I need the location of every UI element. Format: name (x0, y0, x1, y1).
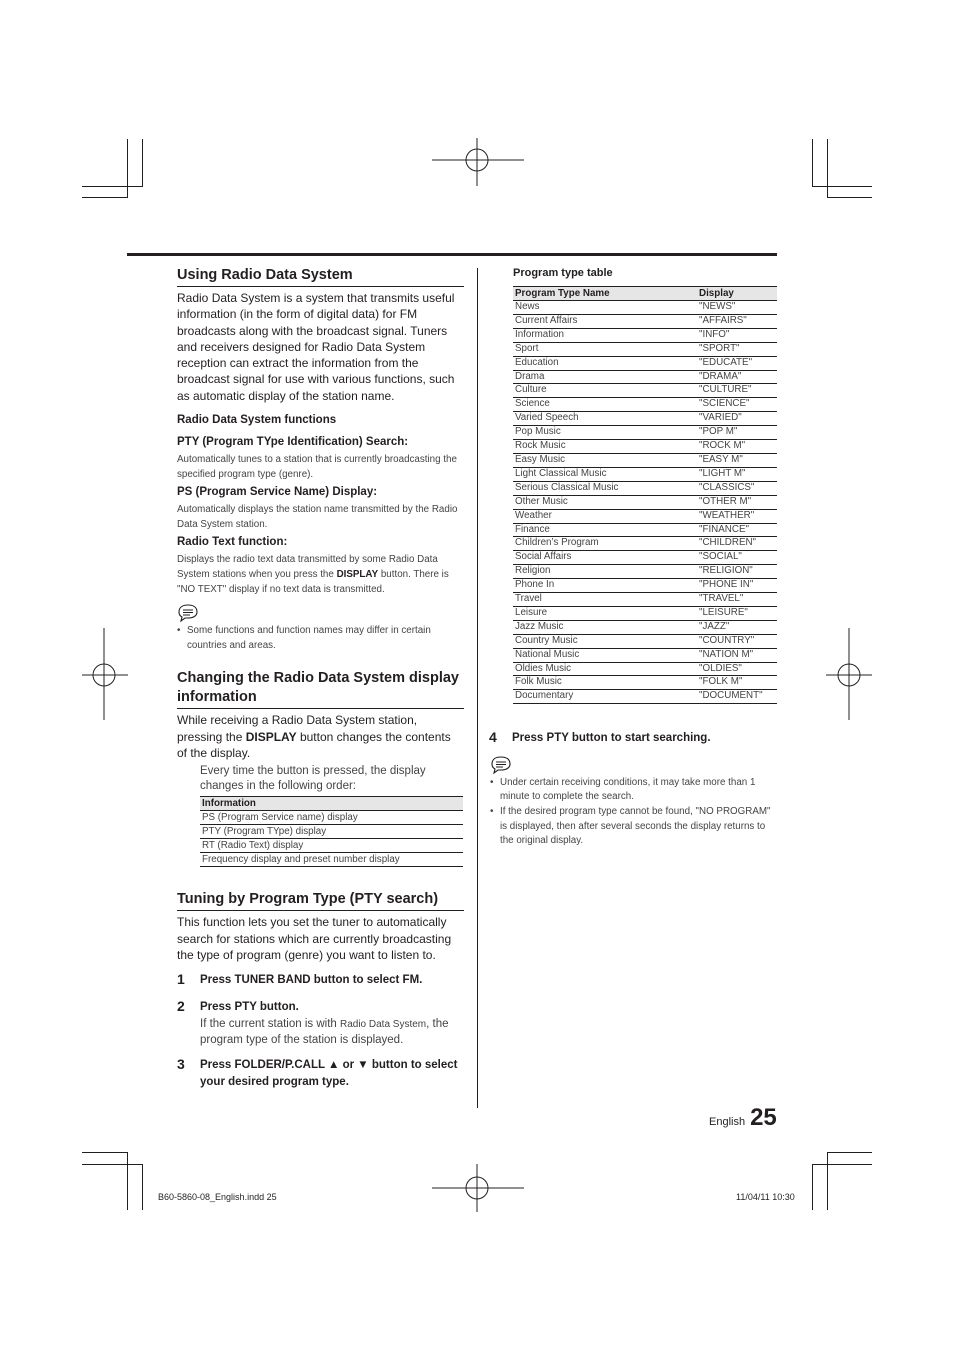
step-text-line: Press FOLDER/P.CALL ▲ or ▼ button to select (200, 1059, 458, 1072)
program-type-display: "ROCK M" (697, 440, 777, 454)
step-number: 1 (177, 971, 185, 988)
language-label: English (709, 1116, 746, 1128)
program-type-display: "WEATHER" (697, 509, 777, 523)
program-type-name: Religion (513, 565, 697, 579)
table-row (200, 853, 463, 867)
program-type-display: "JAZZ" (697, 620, 777, 634)
program-type-table (513, 286, 777, 704)
program-type-name: Documentary (513, 690, 697, 704)
registration-mark-top (432, 138, 524, 186)
notes-list (490, 776, 777, 849)
table-row (513, 453, 777, 467)
program-type-display: "CULTURE" (697, 384, 777, 398)
program-type-display: "FOLK M" (697, 676, 777, 690)
registration-mark-right (826, 628, 872, 720)
section-intro: This function lets you set the tuner to automatically search for stations which are currently broadcasting the type of program (genre) you want to listen to. (177, 915, 452, 962)
table-row (513, 467, 777, 481)
table-row (513, 620, 777, 634)
program-type-name: Sport (513, 342, 697, 356)
program-type-name: Travel (513, 593, 697, 607)
table-header: Information (200, 797, 463, 811)
registration-mark-left (82, 628, 128, 720)
page-number: 25 (750, 1104, 777, 1131)
program-type-name: Current Affairs (513, 314, 697, 328)
step-1 (177, 971, 464, 989)
text-bold: DISPLAY (245, 729, 297, 744)
program-type-table-title: Program type table (513, 267, 613, 279)
program-type-name: Culture (513, 384, 697, 398)
table-cell: Frequency display and preset number display (200, 853, 463, 867)
table-row (513, 634, 777, 648)
program-type-display: "TRAVEL" (697, 593, 777, 607)
step-text: Press PTY button. (200, 1000, 299, 1013)
column-divider (477, 268, 478, 1108)
table-row (513, 579, 777, 593)
footer-timestamp: 11/04/11 10:30 (736, 1192, 795, 1202)
program-type-name: Education (513, 356, 697, 370)
rt-title: Radio Text function: (177, 536, 288, 549)
program-type-display: "EASY M" (697, 453, 777, 467)
table-row (513, 426, 777, 440)
detail-c: , the program type of the station is displayed. (200, 1018, 449, 1046)
step-3 (177, 1056, 464, 1090)
step-text-line: your desired program type. (200, 1075, 349, 1088)
functions-title: Radio Data System functions (177, 414, 337, 427)
table-row (513, 523, 777, 537)
section-using-rds-heading (177, 266, 464, 287)
table-row (513, 565, 777, 579)
section-pty-search-heading (177, 890, 464, 911)
program-type-display: "INFO" (697, 328, 777, 342)
ps-title: PS (Program Service Name) Display: (177, 486, 378, 499)
program-type-name: Country Music (513, 634, 697, 648)
note-item: • Under certain receiving conditions, it may take more than 1 minute to complete the search. (490, 776, 777, 805)
table-row (200, 825, 463, 839)
text-c: button changes the contents of the display. (177, 729, 451, 761)
program-type-display: "SPORT" (697, 342, 777, 356)
column-header-display: Display (697, 287, 777, 301)
step-number: 3 (177, 1056, 185, 1073)
program-type-name: News (513, 301, 697, 315)
text-a: While receiving a Radio Data System station, pressing the (177, 713, 418, 744)
header-rule (127, 253, 777, 256)
table-row (513, 606, 777, 620)
table-row (513, 593, 777, 607)
program-type-name: Jazz Music (513, 620, 697, 634)
program-type-rows (513, 301, 777, 704)
step-text: Press TUNER BAND button to select FM. (200, 974, 423, 987)
section-text (177, 712, 464, 761)
program-type-name: Varied Speech (513, 412, 697, 426)
program-type-name: Phone In (513, 579, 697, 593)
footer-filename: B60-5860-08_English.indd 25 (158, 1192, 277, 1202)
step-text (200, 1056, 458, 1090)
table-row (513, 356, 777, 370)
table-row (513, 314, 777, 328)
table-row (513, 662, 777, 676)
section-title: Using Radio Data System (177, 267, 353, 283)
program-type-display: "SOCIAL" (697, 551, 777, 565)
program-type-display: "VARIED" (697, 412, 777, 426)
section-title: Changing the Radio Data System display information (177, 670, 459, 706)
right-column (489, 266, 779, 849)
pty-title: PTY (Program TYpe Identification) Search: (177, 436, 409, 449)
program-type-name: Light Classical Music (513, 467, 697, 481)
note-item: • If the desired program type cannot be found, "NO PROGRAM" is displayed, then after several seconds the display returns to the original display. (490, 805, 777, 849)
table-row (513, 342, 777, 356)
rt-text-c: button. There is "NO TEXT" display if no text data is transmitted. (177, 569, 449, 595)
table-row (513, 676, 777, 690)
step-number: 4 (489, 729, 497, 746)
table-row (513, 440, 777, 454)
program-type-display: "PHONE IN" (697, 579, 777, 593)
program-type-display: "LIGHT M" (697, 467, 777, 481)
table-row (513, 551, 777, 565)
program-type-name: Other Music (513, 495, 697, 509)
column-header-name: Program Type Name (513, 287, 697, 301)
program-type-name: Folk Music (513, 676, 697, 690)
program-type-display: "AFFAIRS" (697, 314, 777, 328)
program-type-name: Finance (513, 523, 697, 537)
program-type-name: Oldies Music (513, 662, 697, 676)
detail-a: If the current station is with (200, 1018, 340, 1031)
note-item: • Some functions and function names may differ in certain countries and areas. (177, 624, 464, 653)
table-row (513, 648, 777, 662)
program-type-display: "LEISURE" (697, 606, 777, 620)
step-2-detail (177, 1017, 464, 1047)
notes-list (177, 624, 464, 653)
program-type-display: "CLASSICS" (697, 481, 777, 495)
note-icon (177, 604, 199, 622)
program-type-name: Leisure (513, 606, 697, 620)
indent-text: Every time the button is pressed, the display changes in the following order: (200, 765, 426, 793)
program-type-display: "FINANCE" (697, 523, 777, 537)
detail-b: Radio Data System (339, 1019, 427, 1031)
information-table (200, 796, 463, 867)
rt-text-bold: DISPLAY (336, 569, 379, 581)
rt-text (177, 553, 464, 597)
table-row (513, 690, 777, 704)
table-row (513, 495, 777, 509)
left-column (177, 266, 464, 1090)
rt-text-a: Displays the radio text data transmitted by some Radio Data System stations when you press the (177, 554, 438, 581)
program-type-display: "POP M" (697, 426, 777, 440)
step-4 (489, 729, 779, 747)
table-row (513, 412, 777, 426)
program-type-display: "RELIGION" (697, 565, 777, 579)
program-type-name: Drama (513, 370, 697, 384)
program-type-display: "CHILDREN" (697, 537, 777, 551)
step-text: Press PTY button to start searching. (512, 732, 711, 745)
program-type-display: "OTHER M" (697, 495, 777, 509)
program-type-name: Weather (513, 509, 697, 523)
table-row (200, 811, 463, 825)
program-type-display: "OLDIES" (697, 662, 777, 676)
table-row (513, 481, 777, 495)
program-type-name: Rock Music (513, 440, 697, 454)
table-cell: PS (Program Service name) display (200, 811, 463, 825)
program-type-name: Information (513, 328, 697, 342)
section-intro: Radio Data System is a system that transmits useful information (in the form of digital data) for FM broadcasts along with the broadcast signal. Tuners and receivers designed for Radio Data System reception can extract the information from the broadcast signal for use with various functions, such as automatic display of the station name. (177, 291, 455, 403)
program-type-name: Easy Music (513, 453, 697, 467)
program-type-display: "COUNTRY" (697, 634, 777, 648)
section-changing-display-heading (177, 669, 464, 709)
section-title: Tuning by Program Type (PTY search) (177, 891, 439, 908)
program-type-display: "SCIENCE" (697, 398, 777, 412)
pty-text: Automatically tunes to a station that is currently broadcasting the specified program type (genre). (177, 454, 457, 480)
table-cell: RT (Radio Text) display (200, 839, 463, 853)
program-type-display: "NATION M" (697, 648, 777, 662)
step-2 (177, 998, 464, 1016)
program-type-display: "EDUCATE" (697, 356, 777, 370)
table-row (200, 839, 463, 853)
table-row (513, 398, 777, 412)
program-type-name: National Music (513, 648, 697, 662)
program-type-name: Pop Music (513, 426, 697, 440)
registration-mark-bottom (432, 1164, 524, 1212)
table-row (513, 537, 777, 551)
program-type-name: Children’s Program (513, 537, 697, 551)
table-row (513, 509, 777, 523)
step-number: 2 (177, 997, 185, 1014)
ps-text: Automatically displays the station name transmitted by the Radio Data System station. (177, 504, 458, 530)
program-type-name: Serious Classical Music (513, 481, 697, 495)
program-type-display: "NEWS" (697, 301, 777, 315)
program-type-display: "DRAMA" (697, 370, 777, 384)
table-row (513, 328, 777, 342)
table-row (513, 384, 777, 398)
program-type-name: Science (513, 398, 697, 412)
program-type-display: "DOCUMENT" (697, 690, 777, 704)
note-icon (490, 756, 512, 774)
page-number-block (709, 1104, 777, 1132)
table-row (513, 370, 777, 384)
table-row (513, 301, 777, 315)
table-cell: PTY (Program TYpe) display (200, 825, 463, 839)
program-type-name: Social Affairs (513, 551, 697, 565)
